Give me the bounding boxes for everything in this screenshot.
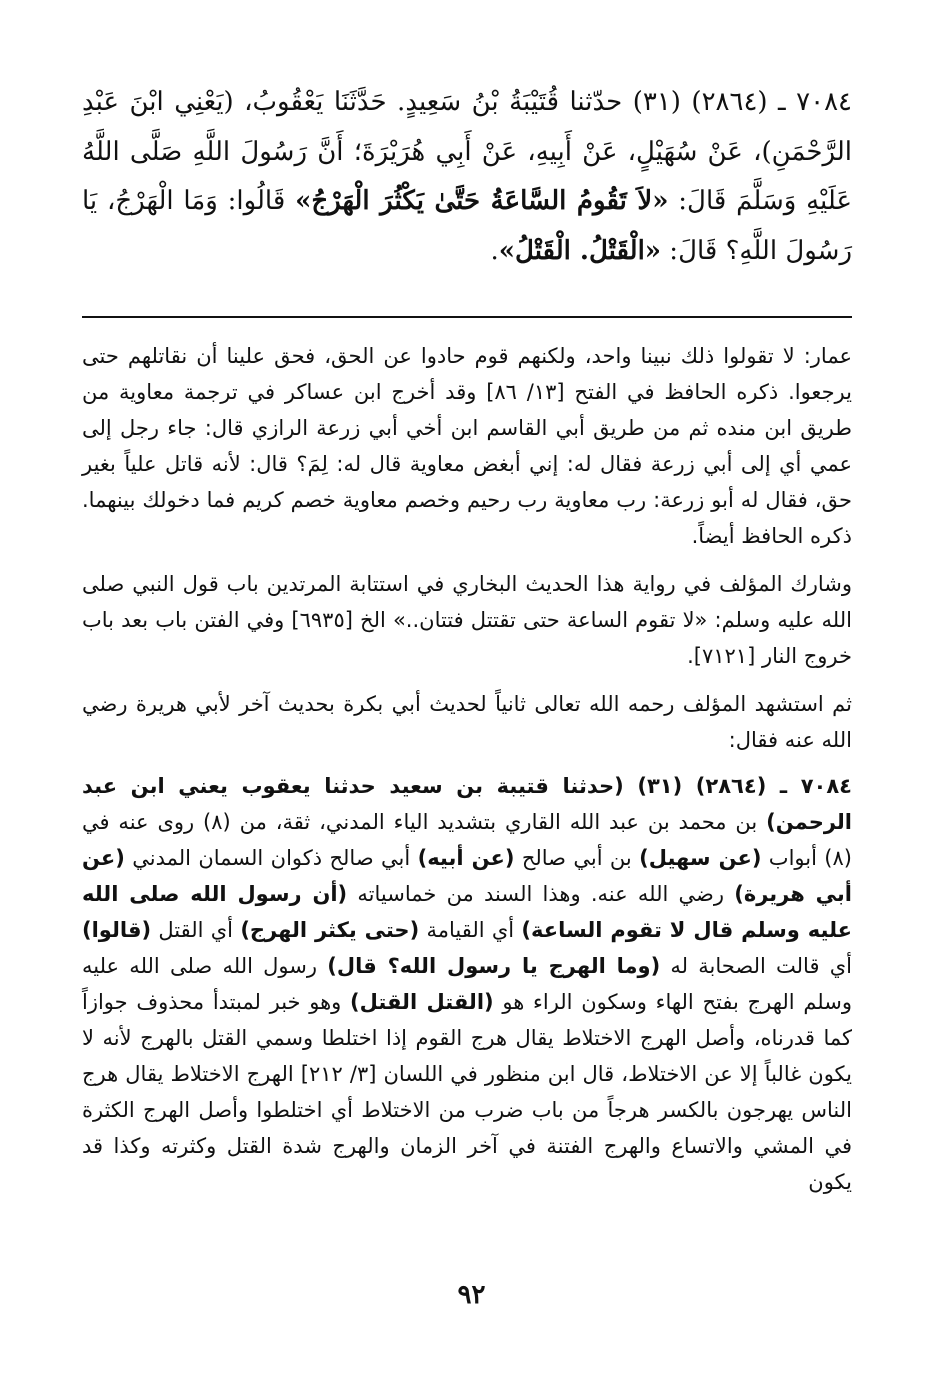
matn-bold: (وما الهرج يا رسول الله؟ قال) bbox=[327, 954, 661, 978]
commentary-paragraph-1: عمار: لا تقولوا ذلك نبينا واحد، ولكنهم قوم حادوا عن الحق، فحق علينا أن نقاتلهم حتى يرجعوا. ذكره الحافظ في الفتح [١٣/ ٨٦] وقد أخرج ابن عساكر في ترجمة معاوية من طريق ابن منده ثم من طريق أبي القاسم ابن أخي أبي زرعة الرازي قال: جاء رجل إلى عمي أي إلى أبي زرعة فقال له: إني أبغض معاوية قال له: لِمَ؟ قال: لأنه قاتل علياً بغير حق، فقال له أبو زرعة: رب معاوية رب رحيم وخصم معاوية خصم كريم فما دخولك بينهما. ذكره الحافظ أيضاً. bbox=[82, 344, 852, 548]
page-content bbox=[82, 78, 852, 1200]
narrator-abu-huraira: (عن أبي هريرة) bbox=[82, 846, 852, 906]
hadith-line-1: ٧٠٨٤ ـ (٢٨٦٤) (٣١) حدّثنا قُتَيْبَةُ بْنُ سَعِيدٍ. حَدَّثَنَا يَعْقُوبُ، (يَعْنِي ابْنَ bbox=[129, 87, 852, 117]
hadith-line-2: عَبْدِ الرَّحْمَنِ)، عَنْ سُهَيْلٍ، عَنْ أَبِيهِ، عَنْ أَبِي هُرَيْرَةَ؛ أَنَّ رَسُولَ اللَّهِ صَلَّى اللَّهُ bbox=[82, 87, 852, 167]
matn-bold: (أن رسول الله صلى الله عليه وسلم قال لا تقوم الساعة) bbox=[82, 882, 852, 942]
commentary-paragraph-4 bbox=[82, 768, 852, 1200]
matn-bold: (القتل القتل) bbox=[350, 990, 494, 1014]
narrator-suhail: (عن سهيل) bbox=[639, 846, 762, 870]
hadith-quote-killing: «الْقَتْلُ. الْقَتْلُ» bbox=[498, 235, 662, 266]
explanation: أي القتل bbox=[151, 918, 241, 942]
narrator-note: بن محمد بن عبد الله القاري بتشديد الياء المدني، ثقة، من (٨) روى عنه في (٨) أبواب bbox=[82, 810, 852, 870]
hadith-quote-hour: «لاَ تَقُومُ السَّاعَةُ حَتَّىٰ يَكْثُرَ الْهَرْجُ» bbox=[295, 186, 669, 216]
narrator-father: (عن أبيه) bbox=[417, 846, 515, 870]
explanation: أي القيامة bbox=[419, 918, 522, 942]
narrator-note: بن أبي صالح bbox=[514, 846, 640, 870]
isnad-bold: ٧٠٨٤ ـ (٢٨٦٤) (٣١) (حدثنا قتيبة بن سعيد حدثنا يعقوب يعني ابن عبد الرحمن) bbox=[82, 774, 852, 834]
hadith-line-3-end: قَالُوا: وَمَا الْهَرْجُ، bbox=[106, 186, 296, 216]
hadith-line-4-end: . bbox=[490, 235, 499, 266]
footnote-divider bbox=[82, 316, 852, 318]
explanation: أي قالت الصحابة له bbox=[660, 954, 852, 978]
page-number: ٩٢ bbox=[457, 1280, 486, 1310]
hadith-line-3-start: عَلَيْهِ وَسَلَّمَ قَالَ: bbox=[668, 186, 853, 216]
hadith-text bbox=[82, 78, 852, 276]
explanation: رسول الله صلى الله عليه وسلم الهرج بفتح الهاء وسكون الراء هو bbox=[82, 954, 852, 1014]
matn-bold: (قالوا) bbox=[82, 918, 152, 942]
narrator-note: رضي الله عنه. وهذا السند من خماسياته bbox=[347, 882, 735, 906]
commentary-paragraph-2: وشارك المؤلف في رواية هذا الحديث البخاري في استتابة المرتدين باب قول النبي صلى الله عليه وسلم: «لا تقوم الساعة حتى تقتتل فتتان..» الخ [٦٩٣٥] وفي الفتن باب بعد باب خروج النار [٧١٢١]. bbox=[82, 572, 852, 668]
narrator-note: أبي صالح ذكوان السمان المدني bbox=[124, 846, 418, 870]
commentary-paragraph-3: ثم استشهد المؤلف رحمه الله تعالى ثانياً لحديث أبي بكرة بحديث آخر لأبي هريرة رضي الله عنه فقال: bbox=[82, 692, 852, 752]
explanation: وهو خبر لمبتدأ محذوف جوازاً كما قدرناه، وأصل الهرج الاختلاط يقال هرج القوم إذا اختلطا وسمي القتل بالهرج لأنه لا يكون غالباً إلا عن الاختلاط، قال ابن منظور في اللسان [٣/ ٢١٢] الهرج الاختلاط يقال هرج الناس يهرجون بالكسر هرجاً من باب ضرب من الاختلاط أي اختلطوا وأصل الهرج الكثرة في المشي والاتساع والهرج الفتنة في آخر الزمان والهرج شدة القتل وكثرته وكذا قد يكون bbox=[82, 990, 852, 1194]
hadith-line-4-start: يَا رَسُولَ اللَّهِ؟ قَالَ: bbox=[82, 186, 852, 266]
matn-bold: (حتى يكثر الهرج) bbox=[240, 918, 420, 942]
